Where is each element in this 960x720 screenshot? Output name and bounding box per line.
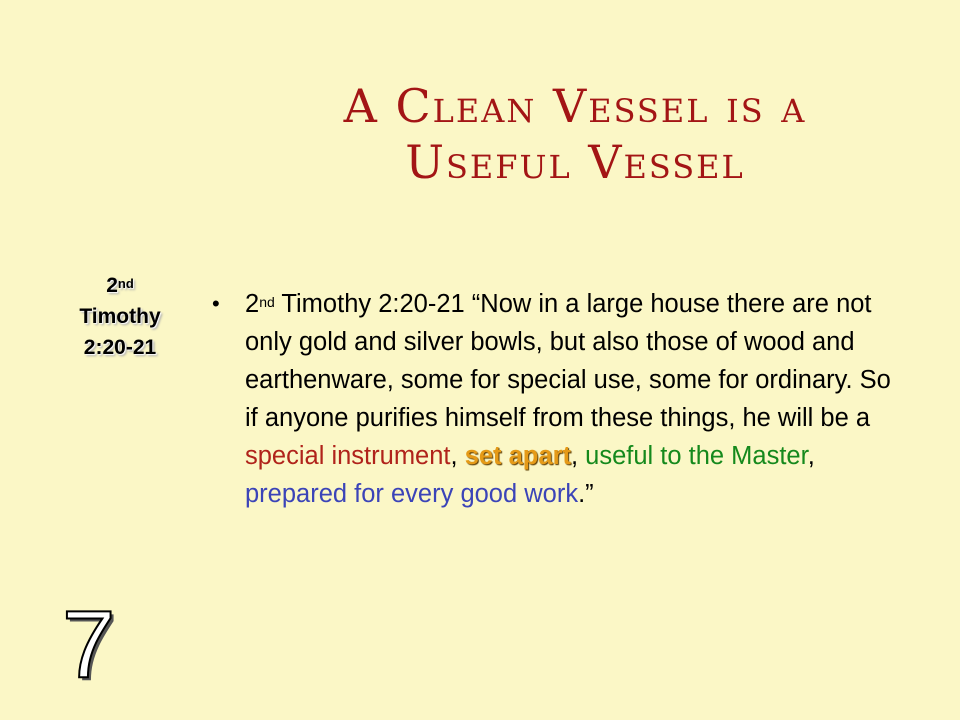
passage-ref-number: 2 xyxy=(245,290,260,318)
slide-title-line-2: Useful Vessel xyxy=(405,135,745,189)
passage-main-text: Timothy 2:20-21 “Now in a large house there are not only gold and silver bowls, but also those of wood and earthenware, some for special use, some for ordinary. So if anyone purifies himself from these things, he will be a xyxy=(245,290,891,432)
reference-ordinal-number: 2 xyxy=(106,274,118,297)
slide-title xyxy=(250,78,900,190)
passage-comma-3: , xyxy=(807,442,815,470)
highlight-set-apart: set apart xyxy=(464,442,571,470)
reference-book-line xyxy=(40,270,200,301)
scripture-reference xyxy=(40,270,200,363)
passage-comma-1: , xyxy=(450,442,465,470)
reference-ordinal-suffix: nd xyxy=(117,276,134,291)
passage-comma-2: , xyxy=(570,442,586,470)
reference-book: Timothy xyxy=(79,305,161,328)
passage-block xyxy=(212,285,892,513)
bullet-point: • xyxy=(212,291,220,316)
passage-text xyxy=(245,285,892,513)
highlight-prepared: prepared for every good work xyxy=(245,480,579,508)
passage-closing: .” xyxy=(578,480,594,508)
passage-ref-suffix: nd xyxy=(259,294,275,310)
highlight-special-instrument: special instrument xyxy=(245,442,451,470)
slide-title-line-1: A Clean Vessel is a xyxy=(343,79,807,133)
highlight-useful: useful to the Master xyxy=(585,442,808,470)
slide-number: 7 xyxy=(62,591,116,698)
reference-verse: 2:20-21 xyxy=(83,336,157,359)
